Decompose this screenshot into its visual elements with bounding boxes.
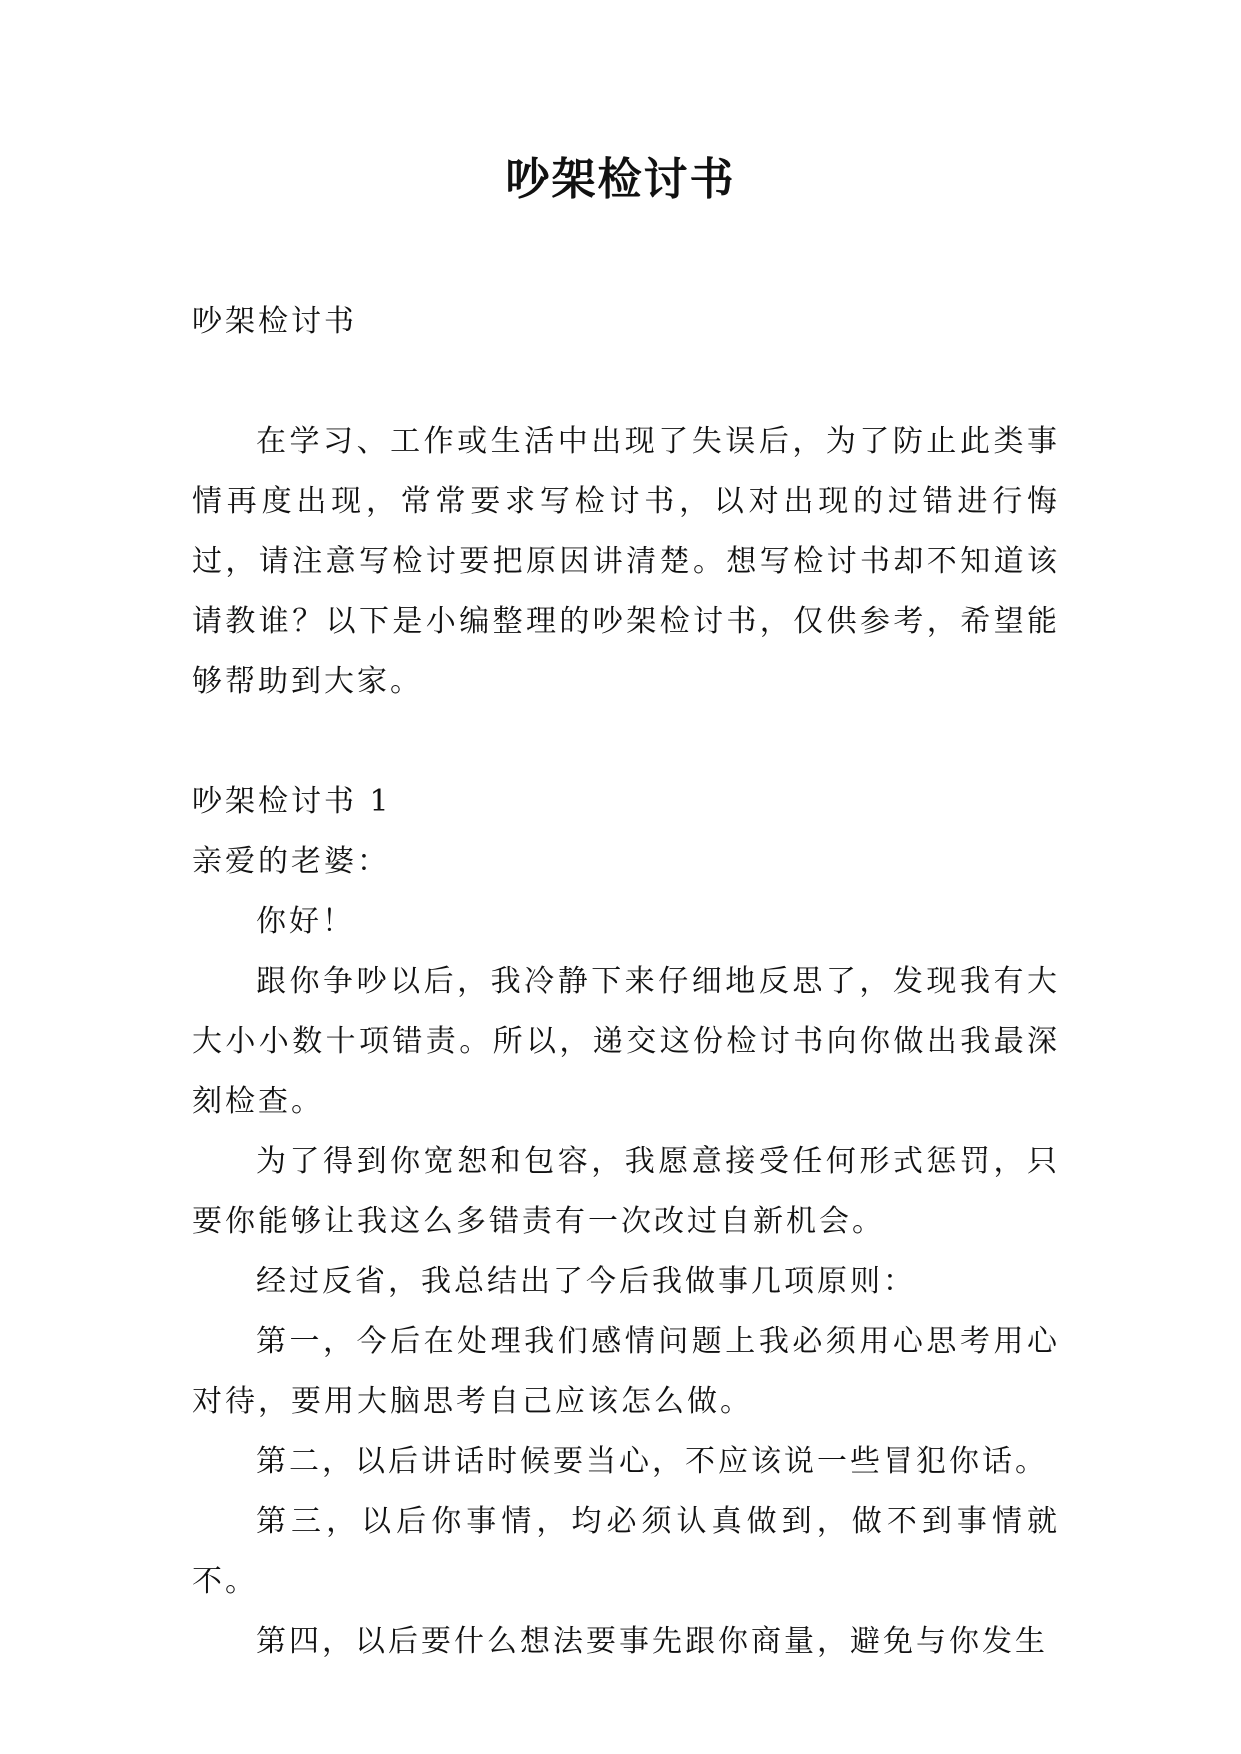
body-paragraph: 经过反省，我总结出了今后我做事几项原则： (256, 1264, 916, 1299)
greeting: 你好！ (256, 904, 355, 939)
document-subtitle: 吵架检讨书 (192, 304, 357, 339)
body-paragraph: 第三，以后你事情，均必须认真做到，做不到事情就不。 (192, 1504, 1060, 1599)
body-paragraph: 第四，以后要什么想法要事先跟你商量，避免与你发生 (256, 1624, 1048, 1659)
section-heading: 吵架检讨书 1 (192, 784, 392, 819)
body-paragraph: 第一，今后在处理我们感情问题上我必须用心思考用心对待，要用大脑思考自己应该怎么做。 (192, 1324, 1060, 1419)
body-paragraph: 第二，以后讲话时候要当心，不应该说一些冒犯你话。 (256, 1444, 1048, 1479)
document-title: 吵架检讨书 (505, 154, 736, 205)
document-body (192, 292, 1060, 1672)
body-paragraph: 为了得到你宽恕和包容，我愿意接受任何形式惩罚，只要你能够让我这么多错责有一次改过自新机会。 (192, 1144, 1060, 1239)
intro-paragraph: 在学习、工作或生活中出现了失误后，为了防止此类事情再度出现，常常要求写检讨书，以对出现的过错进行悔过，请注意写检讨要把原因讲清楚。想写检讨书却不知道该请教谁？以下是小编整理的吵架检讨书，仅供参考，希望能够帮助到大家。 (192, 424, 1060, 699)
body-paragraph: 跟你争吵以后，我冷静下来仔细地反思了，发现我有大大小小数十项错责。所以，递交这份检讨书向你做出我最深刻检查。 (192, 964, 1060, 1119)
salutation: 亲爱的老婆： (192, 844, 390, 879)
